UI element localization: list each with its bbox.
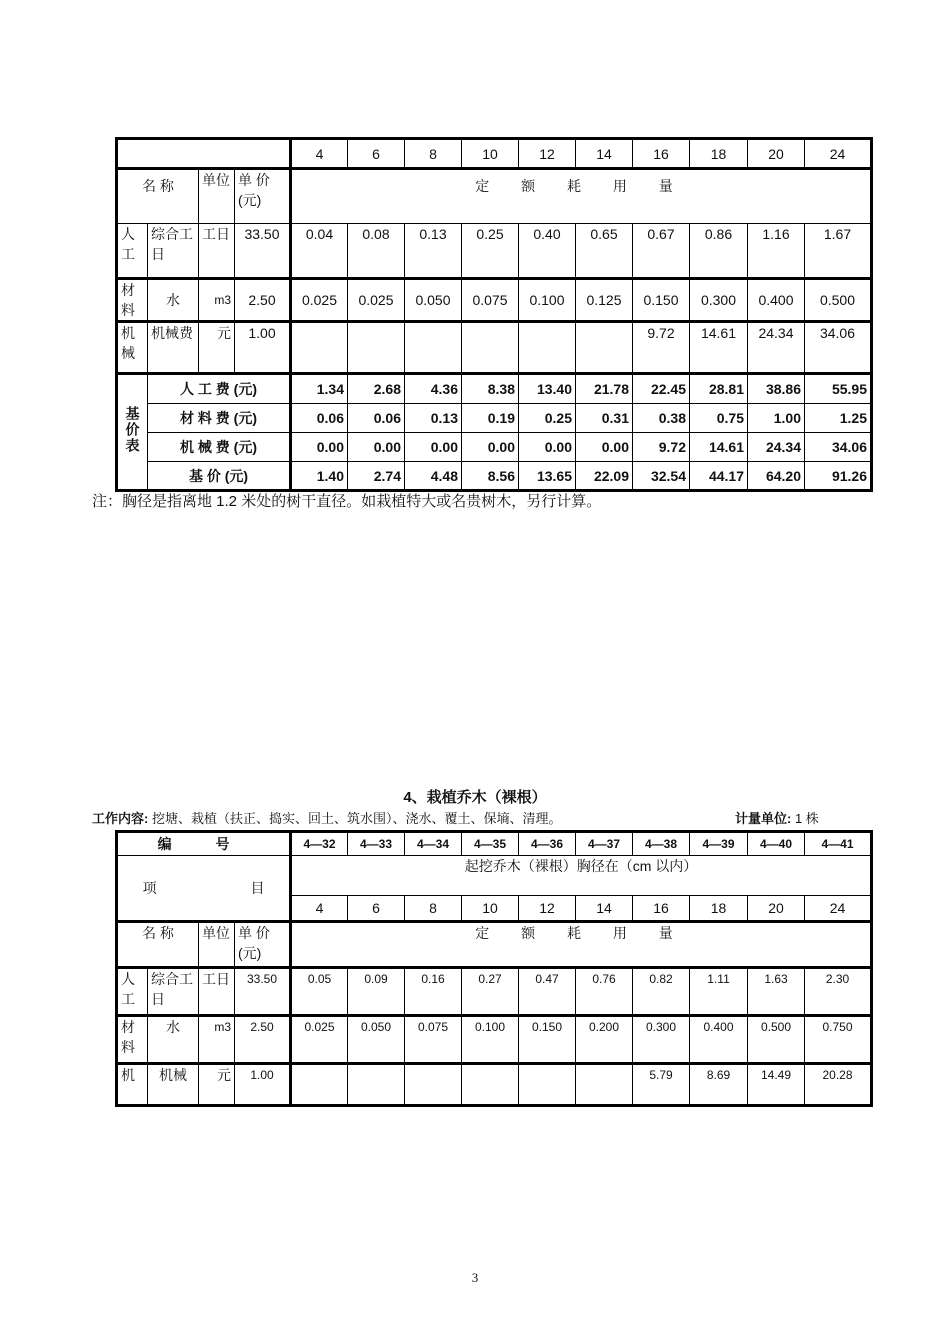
value-cell: 0.100 <box>462 1016 519 1064</box>
blank-header-cell <box>117 139 291 169</box>
diameter-cell: 6 <box>348 139 405 169</box>
value-cell: 34.06 <box>805 322 872 374</box>
price-header: 单 价(元) <box>235 922 291 968</box>
diameter-cell: 20 <box>748 896 805 922</box>
value-cell: 0.050 <box>348 1016 405 1064</box>
material-row <box>117 1016 872 1064</box>
unit-cell: m3 <box>199 279 235 322</box>
category-cell: 机 <box>117 1064 148 1106</box>
base-value: 38.86 <box>748 374 805 404</box>
diameter-cell: 24 <box>805 896 872 922</box>
base-value: 0.75 <box>690 404 748 433</box>
category-cell: 机械 <box>117 322 148 374</box>
base-value: 0.00 <box>576 433 633 462</box>
value-cell <box>519 1064 576 1106</box>
base-value: 2.74 <box>348 462 405 491</box>
unit-header: 单位 <box>199 169 235 224</box>
work-content-text: 挖塘、栽植（扶正、捣实、回土、筑水围）、浇水、覆土、保墒、清理。 <box>151 811 562 826</box>
base-value: 0.31 <box>576 404 633 433</box>
resource-name: 机械 <box>148 1064 199 1106</box>
diameter-cell: 8 <box>405 896 462 922</box>
value-cell: 0.25 <box>462 224 519 279</box>
base-value: 64.20 <box>748 462 805 491</box>
machinery-row <box>117 1064 872 1106</box>
base-value: 1.34 <box>291 374 348 404</box>
code-cell: 4—33 <box>348 832 405 856</box>
diameter-row <box>117 139 872 169</box>
base-row-label: 材 料 费 (元) <box>148 404 291 433</box>
base-value: 0.00 <box>291 433 348 462</box>
name-header: 名 称 <box>117 922 199 968</box>
value-cell: 0.08 <box>348 224 405 279</box>
value-cell: 0.050 <box>405 279 462 322</box>
base-value: 0.00 <box>348 433 405 462</box>
value-cell <box>405 1064 462 1106</box>
resource-name: 机械费 <box>148 322 199 374</box>
diameter-cell: 14 <box>576 896 633 922</box>
base-price-row <box>117 462 872 491</box>
value-cell: 0.40 <box>519 224 576 279</box>
header-row <box>117 922 872 968</box>
value-cell: 0.47 <box>519 968 576 1016</box>
value-cell: 0.500 <box>748 1016 805 1064</box>
price-cell: 33.50 <box>235 968 291 1016</box>
value-cell: 1.63 <box>748 968 805 1016</box>
price-cell: 1.00 <box>235 1064 291 1106</box>
code-cell: 4—32 <box>291 832 348 856</box>
base-value: 0.06 <box>348 404 405 433</box>
category-cell: 人工 <box>117 224 148 279</box>
value-cell: 0.27 <box>462 968 519 1016</box>
value-cell: 2.30 <box>805 968 872 1016</box>
diameter-cell: 10 <box>462 896 519 922</box>
base-value: 0.00 <box>405 433 462 462</box>
diameter-cell: 12 <box>519 139 576 169</box>
base-row-label: 机 械 费 (元) <box>148 433 291 462</box>
value-cell: 0.67 <box>633 224 690 279</box>
diameter-cell: 4 <box>291 896 348 922</box>
quota-table-2 <box>115 830 873 1107</box>
unit-cell: 元 <box>199 1064 235 1106</box>
unit-cell: 工日 <box>199 224 235 279</box>
base-labor-row <box>117 374 872 404</box>
value-cell: 0.86 <box>690 224 748 279</box>
base-value: 44.17 <box>690 462 748 491</box>
value-cell: 0.300 <box>633 1016 690 1064</box>
value-cell: 9.72 <box>633 322 690 374</box>
value-cell: 14.61 <box>690 322 748 374</box>
quota-header: 定 额 耗 用 量 <box>291 922 872 968</box>
value-cell <box>519 322 576 374</box>
base-value: 13.65 <box>519 462 576 491</box>
value-cell: 24.34 <box>748 322 805 374</box>
base-value: 22.09 <box>576 462 633 491</box>
base-row-label: 人 工 费 (元) <box>148 374 291 404</box>
resource-name: 水 <box>148 1016 199 1064</box>
value-cell: 5.79 <box>633 1064 690 1106</box>
item-description: 起挖乔木（裸根）胸径在（cm 以内） <box>291 856 872 896</box>
value-cell: 0.075 <box>405 1016 462 1064</box>
value-cell: 8.69 <box>690 1064 748 1106</box>
value-cell: 0.13 <box>405 224 462 279</box>
resource-name: 综合工日 <box>148 968 199 1016</box>
base-value: 14.61 <box>690 433 748 462</box>
value-cell: 14.49 <box>748 1064 805 1106</box>
base-value: 4.36 <box>405 374 462 404</box>
value-cell: 0.300 <box>690 279 748 322</box>
code-cell: 4—37 <box>576 832 633 856</box>
quota-header: 定 额 耗 用 量 <box>291 169 872 224</box>
value-cell: 0.125 <box>576 279 633 322</box>
value-cell: 0.82 <box>633 968 690 1016</box>
code-label: 编 号 <box>117 832 291 856</box>
resource-name: 水 <box>148 279 199 322</box>
value-cell: 0.750 <box>805 1016 872 1064</box>
section-title: 4、栽植乔木（裸根） <box>403 789 547 806</box>
base-value: 1.40 <box>291 462 348 491</box>
base-value: 0.06 <box>291 404 348 433</box>
price-cell: 2.50 <box>235 279 291 322</box>
unit-cell: m3 <box>199 1016 235 1064</box>
labor-row <box>117 224 872 279</box>
base-table-label <box>117 374 148 491</box>
value-cell <box>291 322 348 374</box>
base-value: 2.68 <box>348 374 405 404</box>
diameter-cell: 16 <box>633 896 690 922</box>
value-cell: 0.65 <box>576 224 633 279</box>
code-cell: 4—38 <box>633 832 690 856</box>
value-cell <box>348 1064 405 1106</box>
value-cell: 0.025 <box>291 1016 348 1064</box>
diameter-cell: 24 <box>805 139 872 169</box>
item-label: 项 目 <box>117 856 291 922</box>
value-cell: 0.16 <box>405 968 462 1016</box>
measure-unit <box>735 808 819 827</box>
base-value: 0.00 <box>462 433 519 462</box>
base-row-label: 基 价 (元) <box>148 462 291 491</box>
value-cell <box>576 1064 633 1106</box>
price-cell: 33.50 <box>235 224 291 279</box>
base-value: 0.25 <box>519 404 576 433</box>
base-value: 21.78 <box>576 374 633 404</box>
diameter-cell: 12 <box>519 896 576 922</box>
diameter-cell: 14 <box>576 139 633 169</box>
base-value: 91.26 <box>805 462 872 491</box>
unit-header: 单位 <box>199 922 235 968</box>
value-cell: 1.16 <box>748 224 805 279</box>
value-cell <box>405 322 462 374</box>
value-cell <box>348 322 405 374</box>
value-cell <box>462 322 519 374</box>
base-value: 0.00 <box>519 433 576 462</box>
diameter-cell: 4 <box>291 139 348 169</box>
diameter-cell: 18 <box>690 139 748 169</box>
base-value: 0.13 <box>405 404 462 433</box>
value-cell: 0.100 <box>519 279 576 322</box>
base-value: 8.56 <box>462 462 519 491</box>
value-cell: 0.075 <box>462 279 519 322</box>
value-cell: 0.500 <box>805 279 872 322</box>
diameter-cell: 18 <box>690 896 748 922</box>
base-material-row <box>117 404 872 433</box>
diameter-cell: 8 <box>405 139 462 169</box>
base-value: 8.38 <box>462 374 519 404</box>
base-value: 28.81 <box>690 374 748 404</box>
price-cell: 2.50 <box>235 1016 291 1064</box>
measure-unit-value: 1 株 <box>794 811 819 826</box>
unit-cell: 元 <box>199 322 235 374</box>
page-number: 3 <box>471 1270 479 1285</box>
category-cell: 人工 <box>117 968 148 1016</box>
value-cell: 0.05 <box>291 968 348 1016</box>
value-cell: 20.28 <box>805 1064 872 1106</box>
category-cell: 材料 <box>117 279 148 322</box>
base-value: 34.06 <box>805 433 872 462</box>
resource-name: 综合工日 <box>148 224 199 279</box>
price-cell: 1.00 <box>235 322 291 374</box>
value-cell: 0.400 <box>748 279 805 322</box>
base-value: 24.34 <box>748 433 805 462</box>
code-cell: 4—39 <box>690 832 748 856</box>
value-cell <box>576 322 633 374</box>
value-cell: 0.150 <box>633 279 690 322</box>
code-cell: 4—35 <box>462 832 519 856</box>
price-header: 单 价(元) <box>235 169 291 224</box>
name-header: 名 称 <box>117 169 199 224</box>
category-cell: 材料 <box>117 1016 148 1064</box>
value-cell <box>462 1064 519 1106</box>
value-cell: 1.11 <box>690 968 748 1016</box>
base-value: 9.72 <box>633 433 690 462</box>
value-cell: 0.200 <box>576 1016 633 1064</box>
measure-unit-label: 计量单位: <box>735 811 792 826</box>
quota-table-1 <box>115 137 873 492</box>
labor-row <box>117 968 872 1016</box>
machinery-row <box>117 322 872 374</box>
base-table-label-text: 基价表 <box>124 405 141 454</box>
base-value: 22.45 <box>633 374 690 404</box>
code-row <box>117 832 872 856</box>
base-value: 1.25 <box>805 404 872 433</box>
value-cell <box>291 1064 348 1106</box>
diameter-cell: 10 <box>462 139 519 169</box>
base-value: 0.19 <box>462 404 519 433</box>
code-cell: 4—40 <box>748 832 805 856</box>
work-content <box>92 808 561 827</box>
value-cell: 1.67 <box>805 224 872 279</box>
base-value: 4.48 <box>405 462 462 491</box>
value-cell: 0.025 <box>291 279 348 322</box>
base-value: 1.00 <box>748 404 805 433</box>
code-cell: 4—34 <box>405 832 462 856</box>
material-row <box>117 279 872 322</box>
base-value: 32.54 <box>633 462 690 491</box>
value-cell: 0.150 <box>519 1016 576 1064</box>
base-value: 13.40 <box>519 374 576 404</box>
diameter-cell: 6 <box>348 896 405 922</box>
diameter-cell: 20 <box>748 139 805 169</box>
code-cell: 4—36 <box>519 832 576 856</box>
value-cell: 0.025 <box>348 279 405 322</box>
code-cell: 4—41 <box>805 832 872 856</box>
base-value: 0.38 <box>633 404 690 433</box>
unit-cell: 工日 <box>199 968 235 1016</box>
header-row <box>117 169 872 224</box>
work-content-label: 工作内容: <box>92 811 149 826</box>
base-value: 55.95 <box>805 374 872 404</box>
base-machinery-row <box>117 433 872 462</box>
diameter-cell: 16 <box>633 139 690 169</box>
value-cell: 0.76 <box>576 968 633 1016</box>
footnote: 注：胸径是指离地 1.2 米处的树干直径。如栽植特大或名贵树木，另行计算。 <box>92 493 602 510</box>
value-cell: 0.400 <box>690 1016 748 1064</box>
value-cell: 0.04 <box>291 224 348 279</box>
value-cell: 0.09 <box>348 968 405 1016</box>
item-row <box>117 856 872 896</box>
